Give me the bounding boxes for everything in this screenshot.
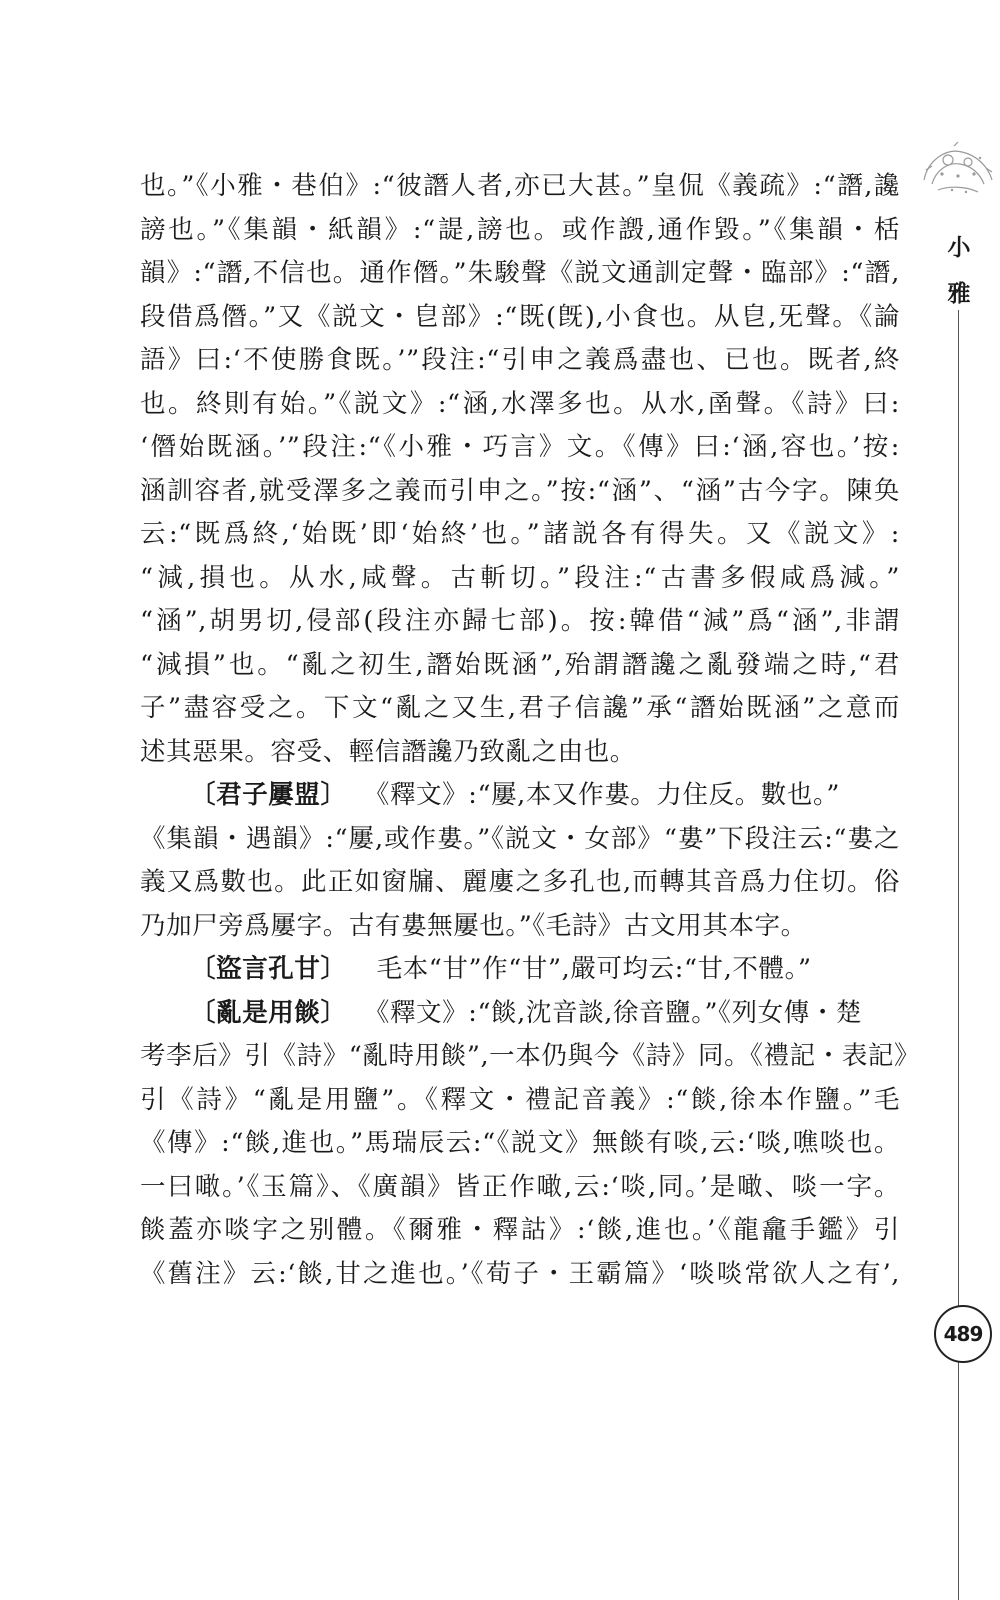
text-line: 餤蓋亦啖字之别體。《爾雅・釋詁》:‘餤,進也。’《龍龕手鑑》引: [140, 1215, 900, 1245]
text-line: “減損”也。“亂之初生,譖始既涵”,殆謂譖讒之亂發端之時,“君: [140, 649, 900, 680]
text-line: 引《詩》“亂是用鹽”。《釋文・禮記音義》:“餤,徐本作鹽。”毛: [140, 1084, 900, 1115]
commentary-body: [140, 165, 921, 1296]
entry-first-line: [140, 948, 900, 992]
margin-rule: [958, 310, 959, 1600]
text-line: 段借爲僭。”又《説文・皀部》:“既(旣),小食也。从皀,旡聲。《論: [140, 301, 900, 332]
decorative-emblem-icon: [918, 140, 996, 200]
text-line: 考李后》引《詩》“亂時用餤”,一本仍與今《詩》同。《禮記・表記》: [140, 1041, 921, 1071]
text-line: 韻》:“譖,不信也。通作僭。”朱駿聲《説文通訓定聲・臨部》:“譖,: [140, 258, 900, 288]
text-line: 義又爲數也。此正如窗牖、麗廔之多孔也,而轉其音爲力住切。俗: [140, 867, 900, 897]
text-line: 涵訓容者,就受澤多之義而引申之。”按:“涵”、“涵”古今字。陳奂: [140, 475, 900, 506]
text-line: 乃加尸旁爲屢字。古有婁無屢也。”《毛詩》古文用其本字。: [140, 910, 807, 941]
running-title-char: 雅: [947, 281, 971, 307]
entry-headword: 〔亂是用餤〕: [190, 997, 347, 1028]
page-number: 489: [934, 1305, 992, 1363]
text-line: “減,損也。从水,咸聲。古斬切。”段注:“古書多假咸爲減。”: [140, 562, 900, 593]
text-line: 《舊注》云:‘餤,甘之進也。’《荀子・王霸篇》‘啖啖常欲人之有’,: [140, 1258, 900, 1289]
text-line: “涵”,胡男切,侵部(段注亦歸七部)。按:韓借“減”爲“涵”,非謂: [140, 606, 900, 636]
text-line: 也。終則有始。”《説文》:“涵,水澤多也。从水,圅聲。《詩》曰:: [140, 388, 900, 419]
text-line: 子”盡容受之。下文“亂之又生,君子信讒”承“譖始既涵”之意而: [140, 693, 900, 723]
text-line: 一曰噉。’《玉篇》、《廣韻》皆正作噉,云:‘啖,同。’是噉、啖一字。: [140, 1171, 900, 1202]
entry-text: 毛本“甘”作“甘”,嚴可均云:“甘,不體。”: [376, 954, 812, 984]
running-title: [944, 225, 974, 317]
entry-headword: 〔盜言孔甘〕: [190, 954, 347, 984]
running-title-char: 小: [947, 235, 971, 261]
text-line: 《集韻・遇韻》:“屢,或作婁。”《説文・女部》“婁”下段注云:“婁之: [140, 823, 900, 854]
entry-first-line: [140, 992, 900, 1036]
text-line: 語》曰:‘不使勝食既。’”段注:“引申之義爲盡也、已也。既者,終: [140, 345, 900, 375]
entry-headword: 〔君子屢盟〕: [190, 780, 347, 810]
entry-text: 《釋文》:“屢,本又作婁。力住反。數也。”: [376, 780, 840, 810]
entry-first-line: [140, 774, 900, 818]
entry-text: 《釋文》:“餤,沈音談,徐音鹽。”《列女傳・楚: [376, 997, 863, 1028]
text-line: 述其惡果。容受、輕信譖讒乃致亂之由也。: [140, 736, 636, 767]
text-line: 云:“既爲終,‘始既’即‘始終’也。”諸説各有得失。又《説文》:: [140, 519, 900, 549]
text-line: 也。”《小雅・巷伯》:“彼譖人者,亦已大甚。”皇侃《義疏》:“譖,讒: [140, 171, 900, 201]
text-line: 謗也。”《集韻・紙韻》:“諟,謗也。或作譭,通作毀。”《集韻・栝: [140, 214, 900, 245]
text-line: 《傳》:“餤,進也。”馬瑞辰云:“《説文》無餤有啖,云:‘啖,噍啖也。: [140, 1128, 900, 1158]
text-line: ‘僭始既涵。’”段注:“《小雅・巧言》文。《傳》曰:‘涵,容也。’按:: [140, 432, 900, 462]
